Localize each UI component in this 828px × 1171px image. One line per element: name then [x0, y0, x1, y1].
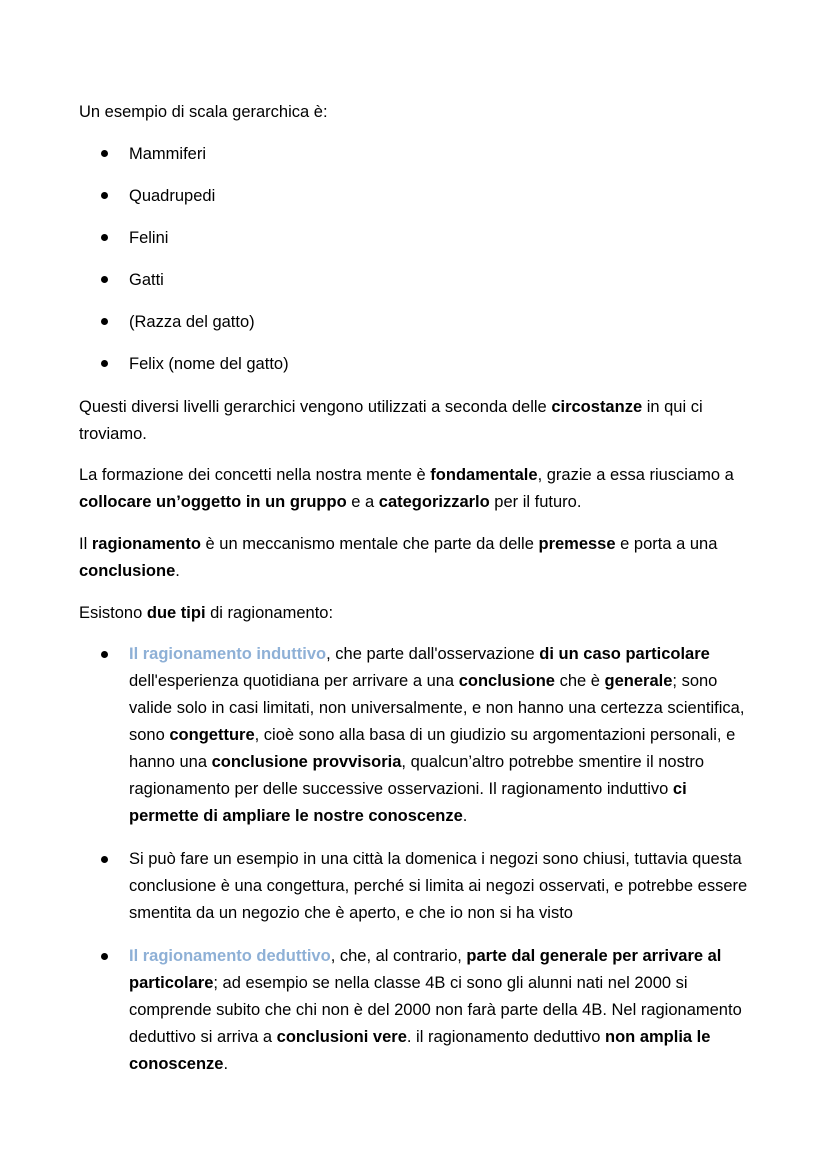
reasoning-list-esempio [79, 846, 759, 927]
list-item: Quadrupedi [79, 184, 289, 226]
bullet-icon [101, 276, 108, 283]
bullet-icon [101, 651, 108, 658]
bullet-icon [101, 318, 108, 325]
term-induttivo: Il ragionamento induttivo [129, 645, 327, 663]
reasoning-list-induttivo [79, 641, 759, 830]
hierarchy-list [79, 142, 289, 394]
list-item: (Razza del gatto) [79, 310, 289, 352]
reasoning-list-deduttivo [79, 943, 759, 1078]
paragraph-concetti: La formazione dei concetti nella nostra mente è fondamentale, grazie a essa riusciamo a collocare un’oggetto in un gruppo e a categorizzarlo per il futuro. [79, 466, 734, 511]
bullet-icon [101, 234, 108, 241]
list-item: Mammiferi [79, 142, 289, 184]
intro-text: Un esempio di scala gerarchica è: [79, 103, 328, 121]
list-item: Felix (nome del gatto) [79, 352, 289, 394]
list-item: Gatti [79, 268, 289, 310]
term-deduttivo: Il ragionamento deduttivo [129, 947, 331, 965]
paragraph-livelli: Questi diversi livelli gerarchici vengono utilizzati a seconda delle circostanze in qui ci troviamo. [79, 398, 703, 443]
list-item: Il ragionamento deduttivo, che, al contrario, parte dal generale per arrivare al particolare; ad esempio se nella classe 4B ci sono gli alunni nati nel 2000 si comprende subito che chi non è del 2000 non farà parte della 4B. Nel ragionamento deduttivo si arriva a conclusioni vere. il ragionamento deduttivo non amplia le conoscenze. [79, 943, 759, 1078]
bullet-icon [101, 360, 108, 367]
list-item: Il ragionamento induttivo, che parte dall'osservazione di un caso particolare dell'esperienza quotidiana per arrivare a una conclusione che è generale; sono valide solo in casi limitati, non universalmente, e non hanno una certezza scientifica, sono congetture, cioè sono alla basa di un giudizio su argomentazioni personali, e hanno una conclusione provvisoria, qualcun’altro potrebbe smentire il nostro ragionamento per delle successive osservazioni. Il ragionamento induttivo ci permette di ampliare le nostre conoscenze. [79, 641, 759, 830]
paragraph-ragionamento: Il ragionamento è un meccanismo mentale che parte da delle premesse e porta a una conclusione. [79, 535, 718, 580]
bullet-icon [101, 150, 108, 157]
paragraph-tipi: Esistono due tipi di ragionamento: [79, 604, 334, 622]
bullet-icon [101, 192, 108, 199]
list-item: Si può fare un esempio in una città la domenica i negozi sono chiusi, tuttavia questa conclusione è una congettura, perché si limita ai negozi osservati, e potrebbe essere smentita da un negozio che è aperto, e che io non si ha visto [79, 846, 759, 927]
bullet-icon [101, 953, 108, 960]
bullet-icon [101, 856, 108, 863]
list-item: Felini [79, 226, 289, 268]
